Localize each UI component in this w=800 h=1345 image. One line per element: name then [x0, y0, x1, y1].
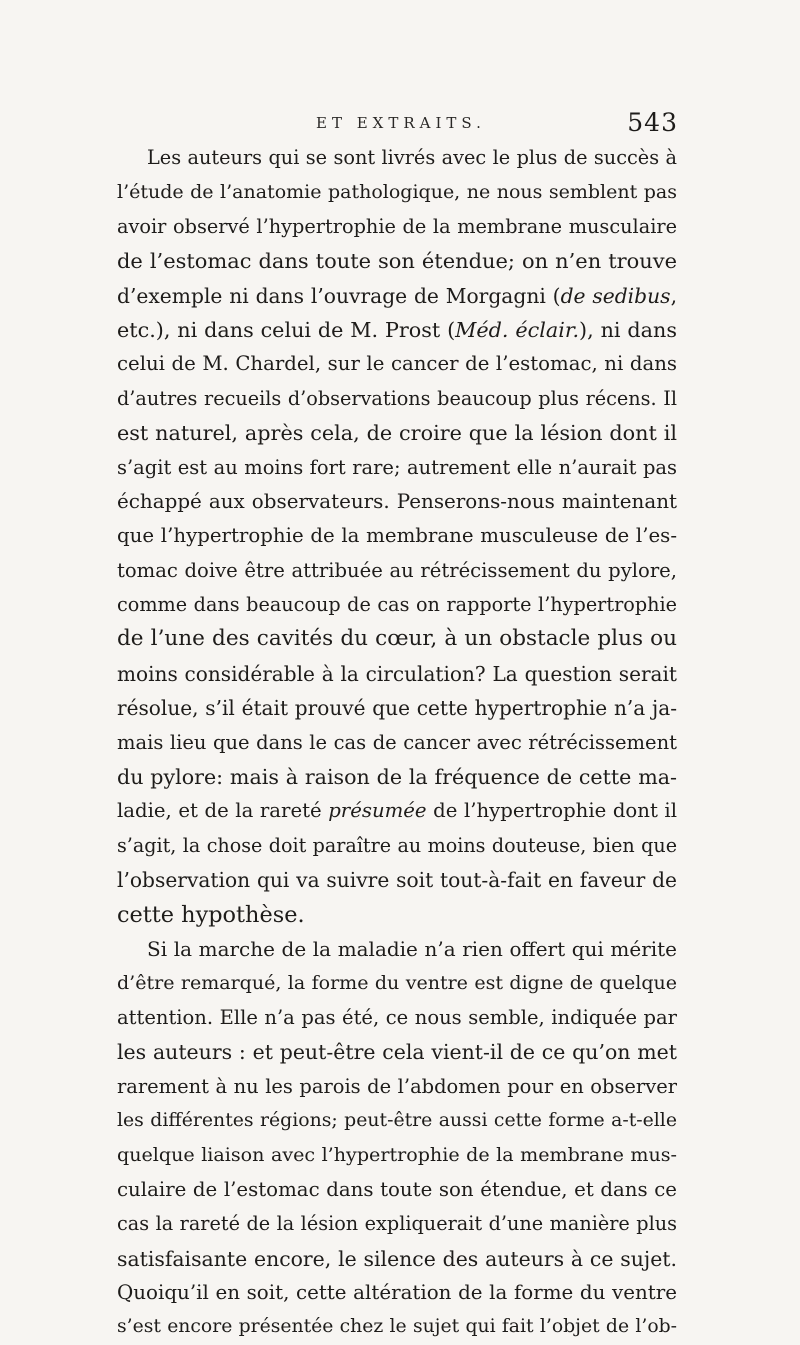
text-line: Si la marche de la maladie n’a rien offert qui mérite — [147, 936, 677, 961]
text-line: Quoiqu’il en soit, cette altération de la forme du ventre — [117, 1280, 677, 1304]
text-line: rarement à nu les parois de l’abdomen pour en observer — [117, 1074, 677, 1098]
text-line: quelque liaison avec l’hypertrophie de la membrane mus- — [117, 1143, 677, 1167]
text-line: du pylore: mais à raison de la fréquence de cette ma- — [117, 765, 677, 790]
text-line: l’observation qui va suivre soit tout-à-fait en faveur de — [117, 868, 677, 893]
text-line: d’exemple ni dans l’ouvrage de Morgagni (de sedibus, — [117, 283, 677, 308]
text-line: d’autres recueils d’observations beaucoup plus récens. Il — [117, 386, 677, 410]
text-line: avoir observé l’hypertrophie de la membrane musculaire — [117, 214, 677, 238]
italic-citation: Méd. éclair. — [455, 317, 580, 342]
body-text — [117, 141, 677, 1345]
running-head — [118, 108, 678, 138]
text-line: de l’estomac dans toute son étendue; on n’en trouve — [117, 249, 677, 274]
text-line: etc.), ni dans celui de M. Prost (Méd. éclair.), ni dans — [117, 317, 677, 342]
italic-citation: de sedibus — [560, 283, 671, 308]
text-line: attention. Elle n’a pas été, ce nous semble, indiquée par — [117, 1005, 677, 1029]
text-line: de l’une des cavités du cœur, à un obstacle plus ou — [117, 626, 677, 652]
text-line: Les auteurs qui se sont livrés avec le plus de succès à — [147, 146, 677, 169]
text-line: d’être remarqué, la forme du ventre est digne de quelque — [117, 972, 677, 995]
page-number: 543 — [627, 108, 678, 137]
text-line: l’étude de l’anatomie pathologique, ne nous semblent pas — [117, 181, 677, 204]
text-line: cas la rareté de la lésion expliquerait d’une manière plus — [117, 1212, 677, 1236]
text-line: mais lieu que dans le cas de cancer avec rétrécissement — [117, 730, 677, 754]
text-line: celui de M. Chardel, sur le cancer de l’estomac, ni dans — [117, 352, 677, 376]
text-line: s’agit est au moins fort rare; autrement elle n’aurait pas — [117, 455, 677, 479]
text-line: ladie, et de la rareté présumée de l’hypertrophie dont il — [117, 799, 677, 823]
text-line: tomac doive être attribuée au rétrécissement du pylore, — [117, 558, 677, 582]
text-line: les différentes régions; peut-être aussi cette forme a-t-elle — [117, 1109, 677, 1131]
italic-word: présumée — [328, 799, 427, 823]
text-line: comme dans beaucoup de cas on rapporte l’hypertrophie — [117, 593, 677, 617]
text-line: cette hypothèse. — [117, 901, 305, 928]
text-line: s’agit, la chose doit paraître au moins douteuse, bien que — [117, 833, 677, 857]
text-line: est naturel, après cela, de croire que la lésion dont il — [117, 421, 677, 446]
text-line: que l’hypertrophie de la membrane musculeuse de l’es- — [117, 524, 677, 548]
text-line: culaire de l’estomac dans toute son étendue, et dans ce — [117, 1177, 677, 1201]
paragraph-2 — [117, 932, 677, 1345]
text-line: moins considérable à la circulation? La question serait — [117, 661, 677, 686]
text-line: échappé aux observateurs. Penserons-nous maintenant — [117, 489, 677, 513]
paragraph-1 — [117, 141, 677, 932]
text-line: résolue, s’il était prouvé que cette hypertrophie n’a ja- — [117, 696, 677, 721]
text-line: satisfaisante encore, le silence des auteurs à ce sujet. — [117, 1246, 677, 1271]
text-line: s’est encore présentée chez le sujet qui fait l’objet de l’ob- — [117, 1316, 677, 1338]
running-title: ET EXTRAITS. — [316, 114, 486, 132]
text-line: les auteurs : et peut-être cela vient-il de ce qu’on met — [117, 1040, 677, 1065]
